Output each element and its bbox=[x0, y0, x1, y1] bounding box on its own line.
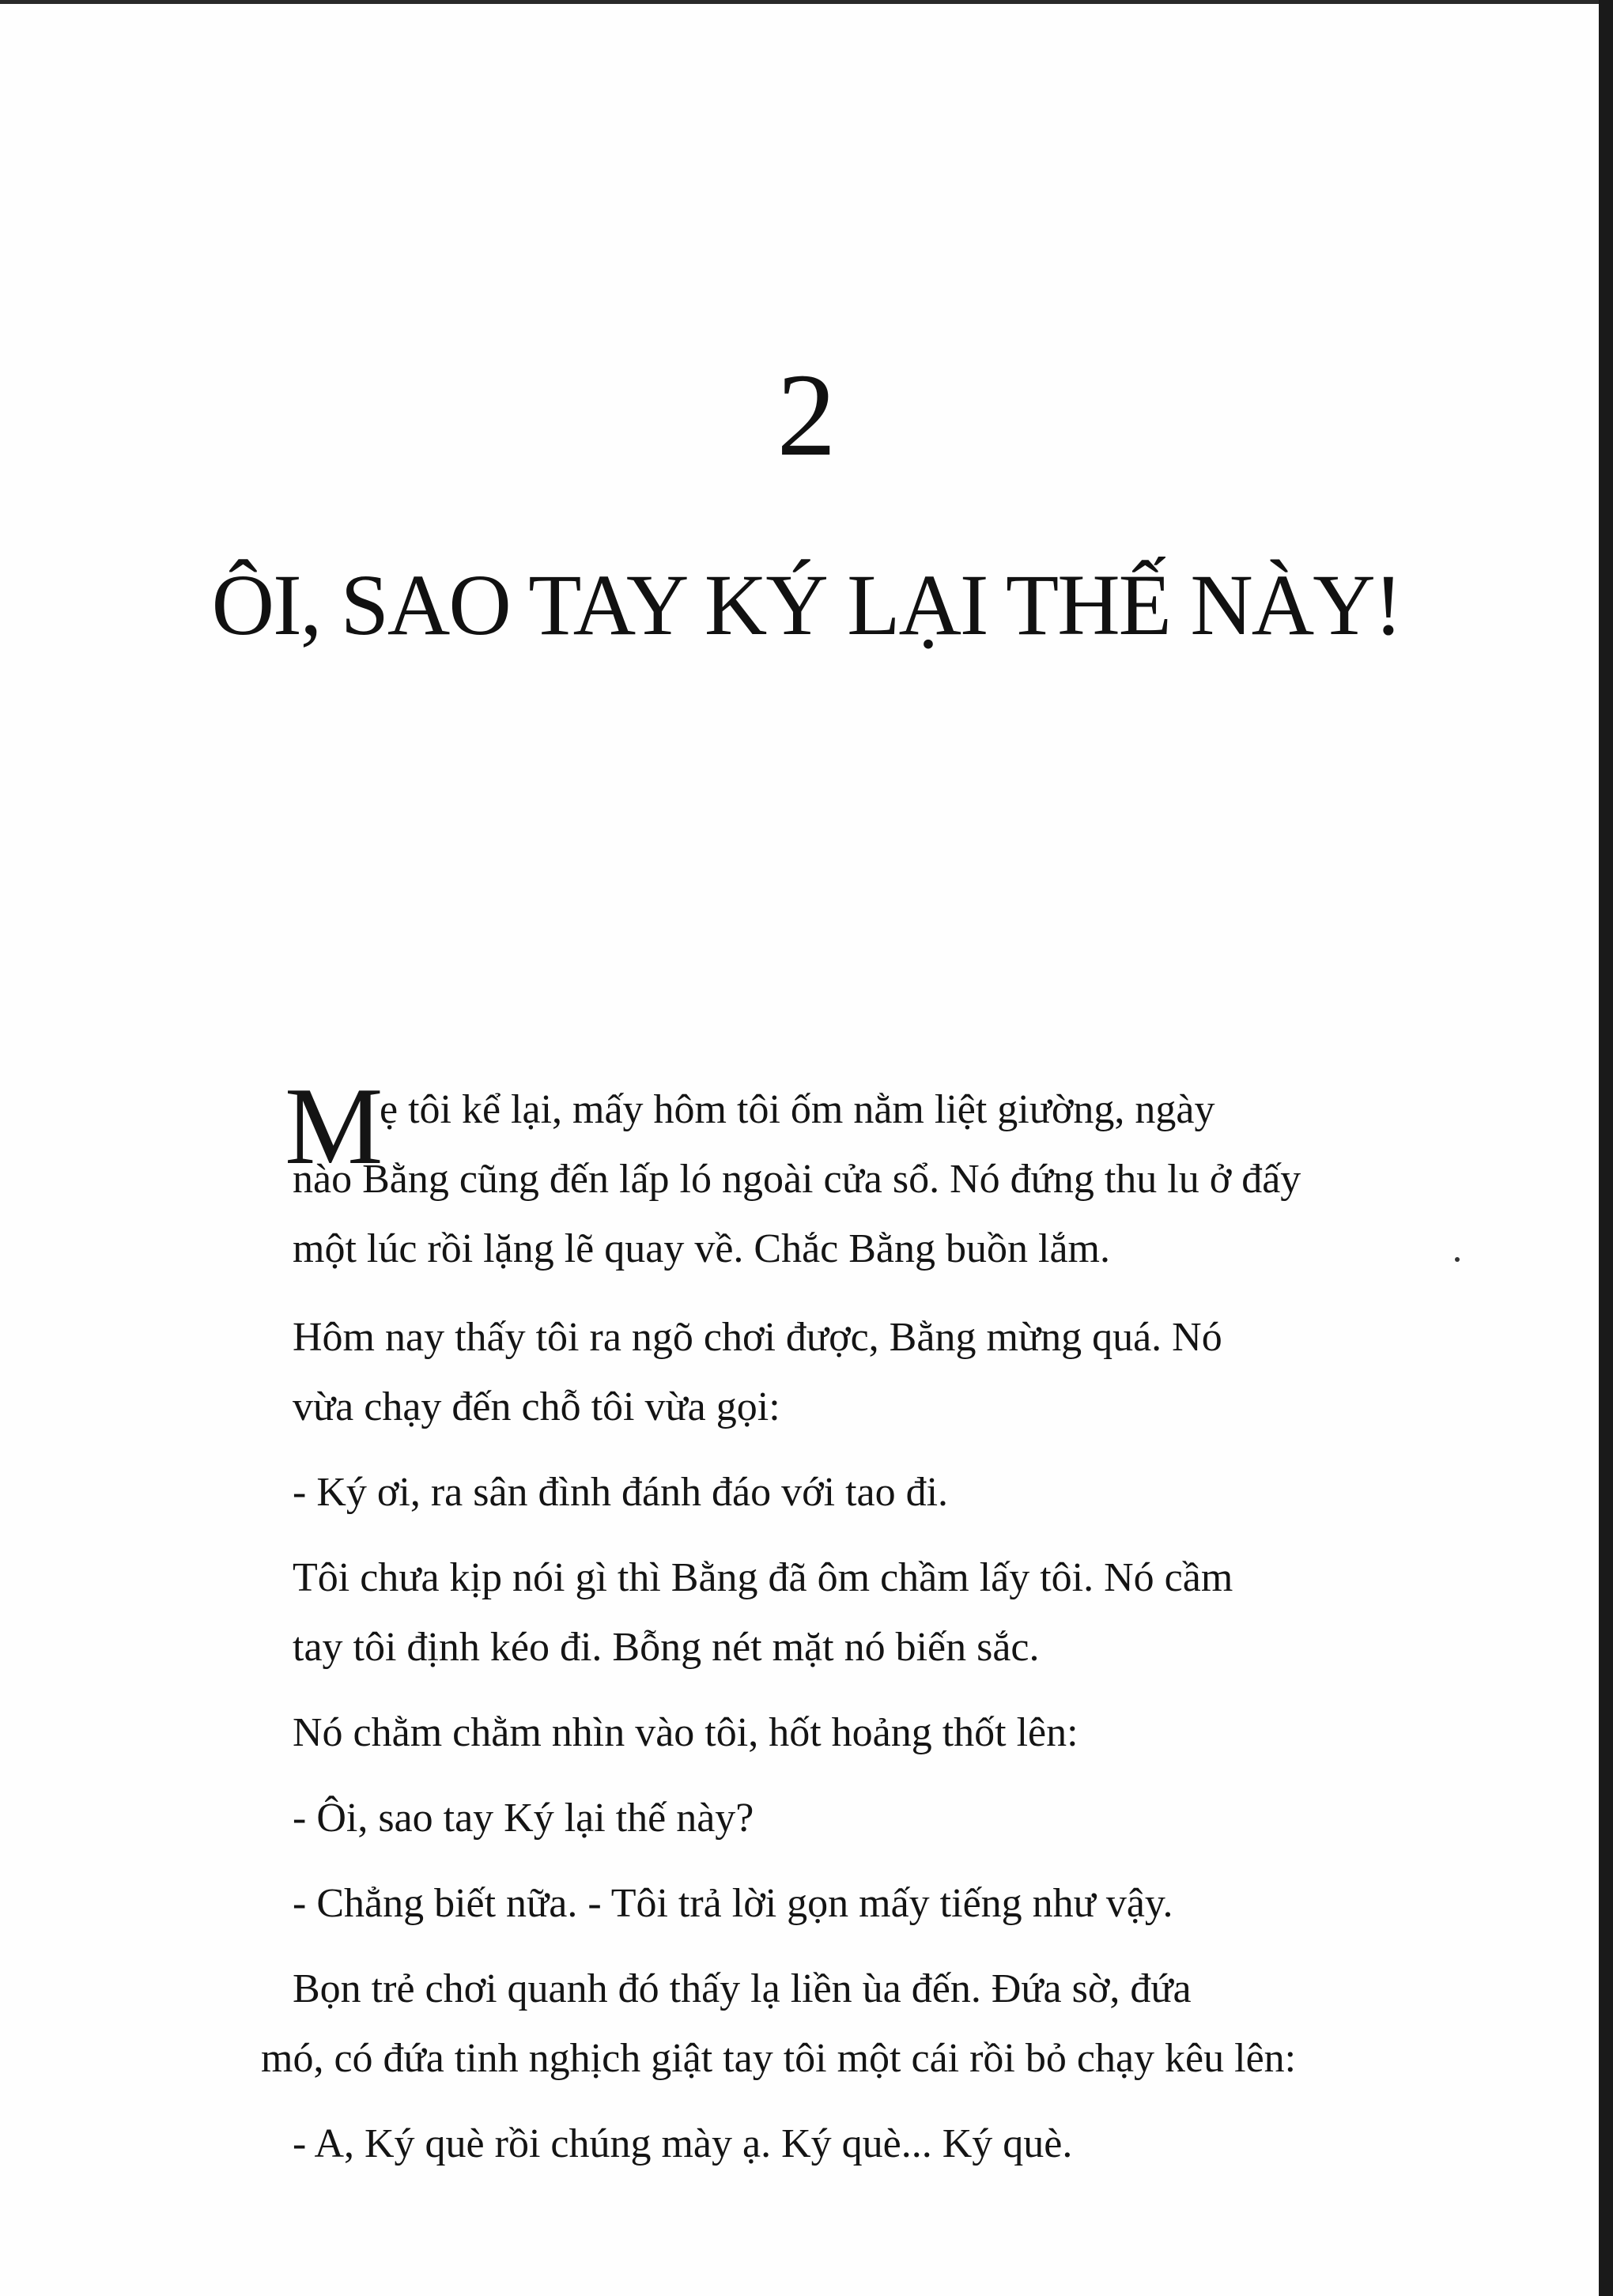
paragraph-6-line-1: - Ôi, sao tay Ký lại thế này? bbox=[293, 1796, 754, 1841]
chapter-number: 2 bbox=[776, 349, 837, 481]
paragraph-6 bbox=[293, 1784, 1486, 1853]
paragraph-8-line-2: mó, có đứa tinh nghịch giật tay tôi một cái rồi bỏ chạy kêu lên: bbox=[261, 2036, 1297, 2081]
paragraph-2 bbox=[293, 1303, 1486, 1442]
paragraph-3-line-1: - Ký ơi, ra sân đình đánh đáo với tao đi. bbox=[293, 1470, 949, 1515]
paragraph-8-line-1: Bọn trẻ chơi quanh đó thấy lạ liền ùa đến. Đứa sờ, đứa bbox=[293, 1966, 1192, 2011]
paragraph-4 bbox=[293, 1543, 1486, 1682]
paragraph-9-line-1: - A, Ký què rồi chúng mày ạ. Ký què... Ký què. bbox=[293, 2121, 1073, 2166]
scan-speck bbox=[1455, 1257, 1460, 1262]
paragraph-1-line-3: một lúc rồi lặng lẽ quay về. Chắc Bằng buồn lắm. bbox=[293, 1226, 1110, 1271]
paragraph-1-line-1: ẹ tôi kể lại, mấy hôm tôi ốm nằm liệt giường, ngày bbox=[380, 1087, 1215, 1132]
paragraph-7-line-1: - Chẳng biết nữa. - Tôi trả lời gọn mấy tiếng như vậy. bbox=[293, 1881, 1173, 1926]
chapter-title: ÔI, SAO TAY KÝ LẠI THẾ NÀY! bbox=[211, 557, 1402, 653]
paragraph-4-line-2: tay tôi định kéo đi. Bỗng nét mặt nó biến sắc. bbox=[293, 1625, 1040, 1670]
scan-edge-top bbox=[0, 0, 1613, 4]
paragraph-2-line-2: vừa chạy đến chỗ tôi vừa gọi: bbox=[293, 1384, 780, 1429]
paragraph-8 bbox=[261, 1954, 1486, 2094]
paragraph-1 bbox=[285, 1065, 1486, 1284]
chapter-body bbox=[261, 1065, 1486, 2195]
paragraph-2-line-1: Hôm nay thấy tôi ra ngõ chơi được, Bằng mừng quá. Nó bbox=[293, 1315, 1222, 1360]
paragraph-9 bbox=[293, 2109, 1486, 2179]
paragraph-7 bbox=[293, 1869, 1486, 1939]
paragraph-3 bbox=[293, 1458, 1486, 1528]
paragraph-5 bbox=[293, 1698, 1486, 1768]
paragraph-5-line-1: Nó chằm chằm nhìn vào tôi, hốt hoảng thốt lên: bbox=[293, 1710, 1078, 1755]
drop-cap: M bbox=[285, 1065, 383, 1188]
paragraph-1-line-2: nào Bằng cũng đến lấp ló ngoài cửa sổ. Nó đứng thu lu ở đấy bbox=[293, 1157, 1301, 1202]
paragraph-4-line-1: Tôi chưa kịp nói gì thì Bằng đã ôm chầm lấy tôi. Nó cầm bbox=[293, 1555, 1233, 1600]
scan-edge-right bbox=[1599, 0, 1613, 2296]
